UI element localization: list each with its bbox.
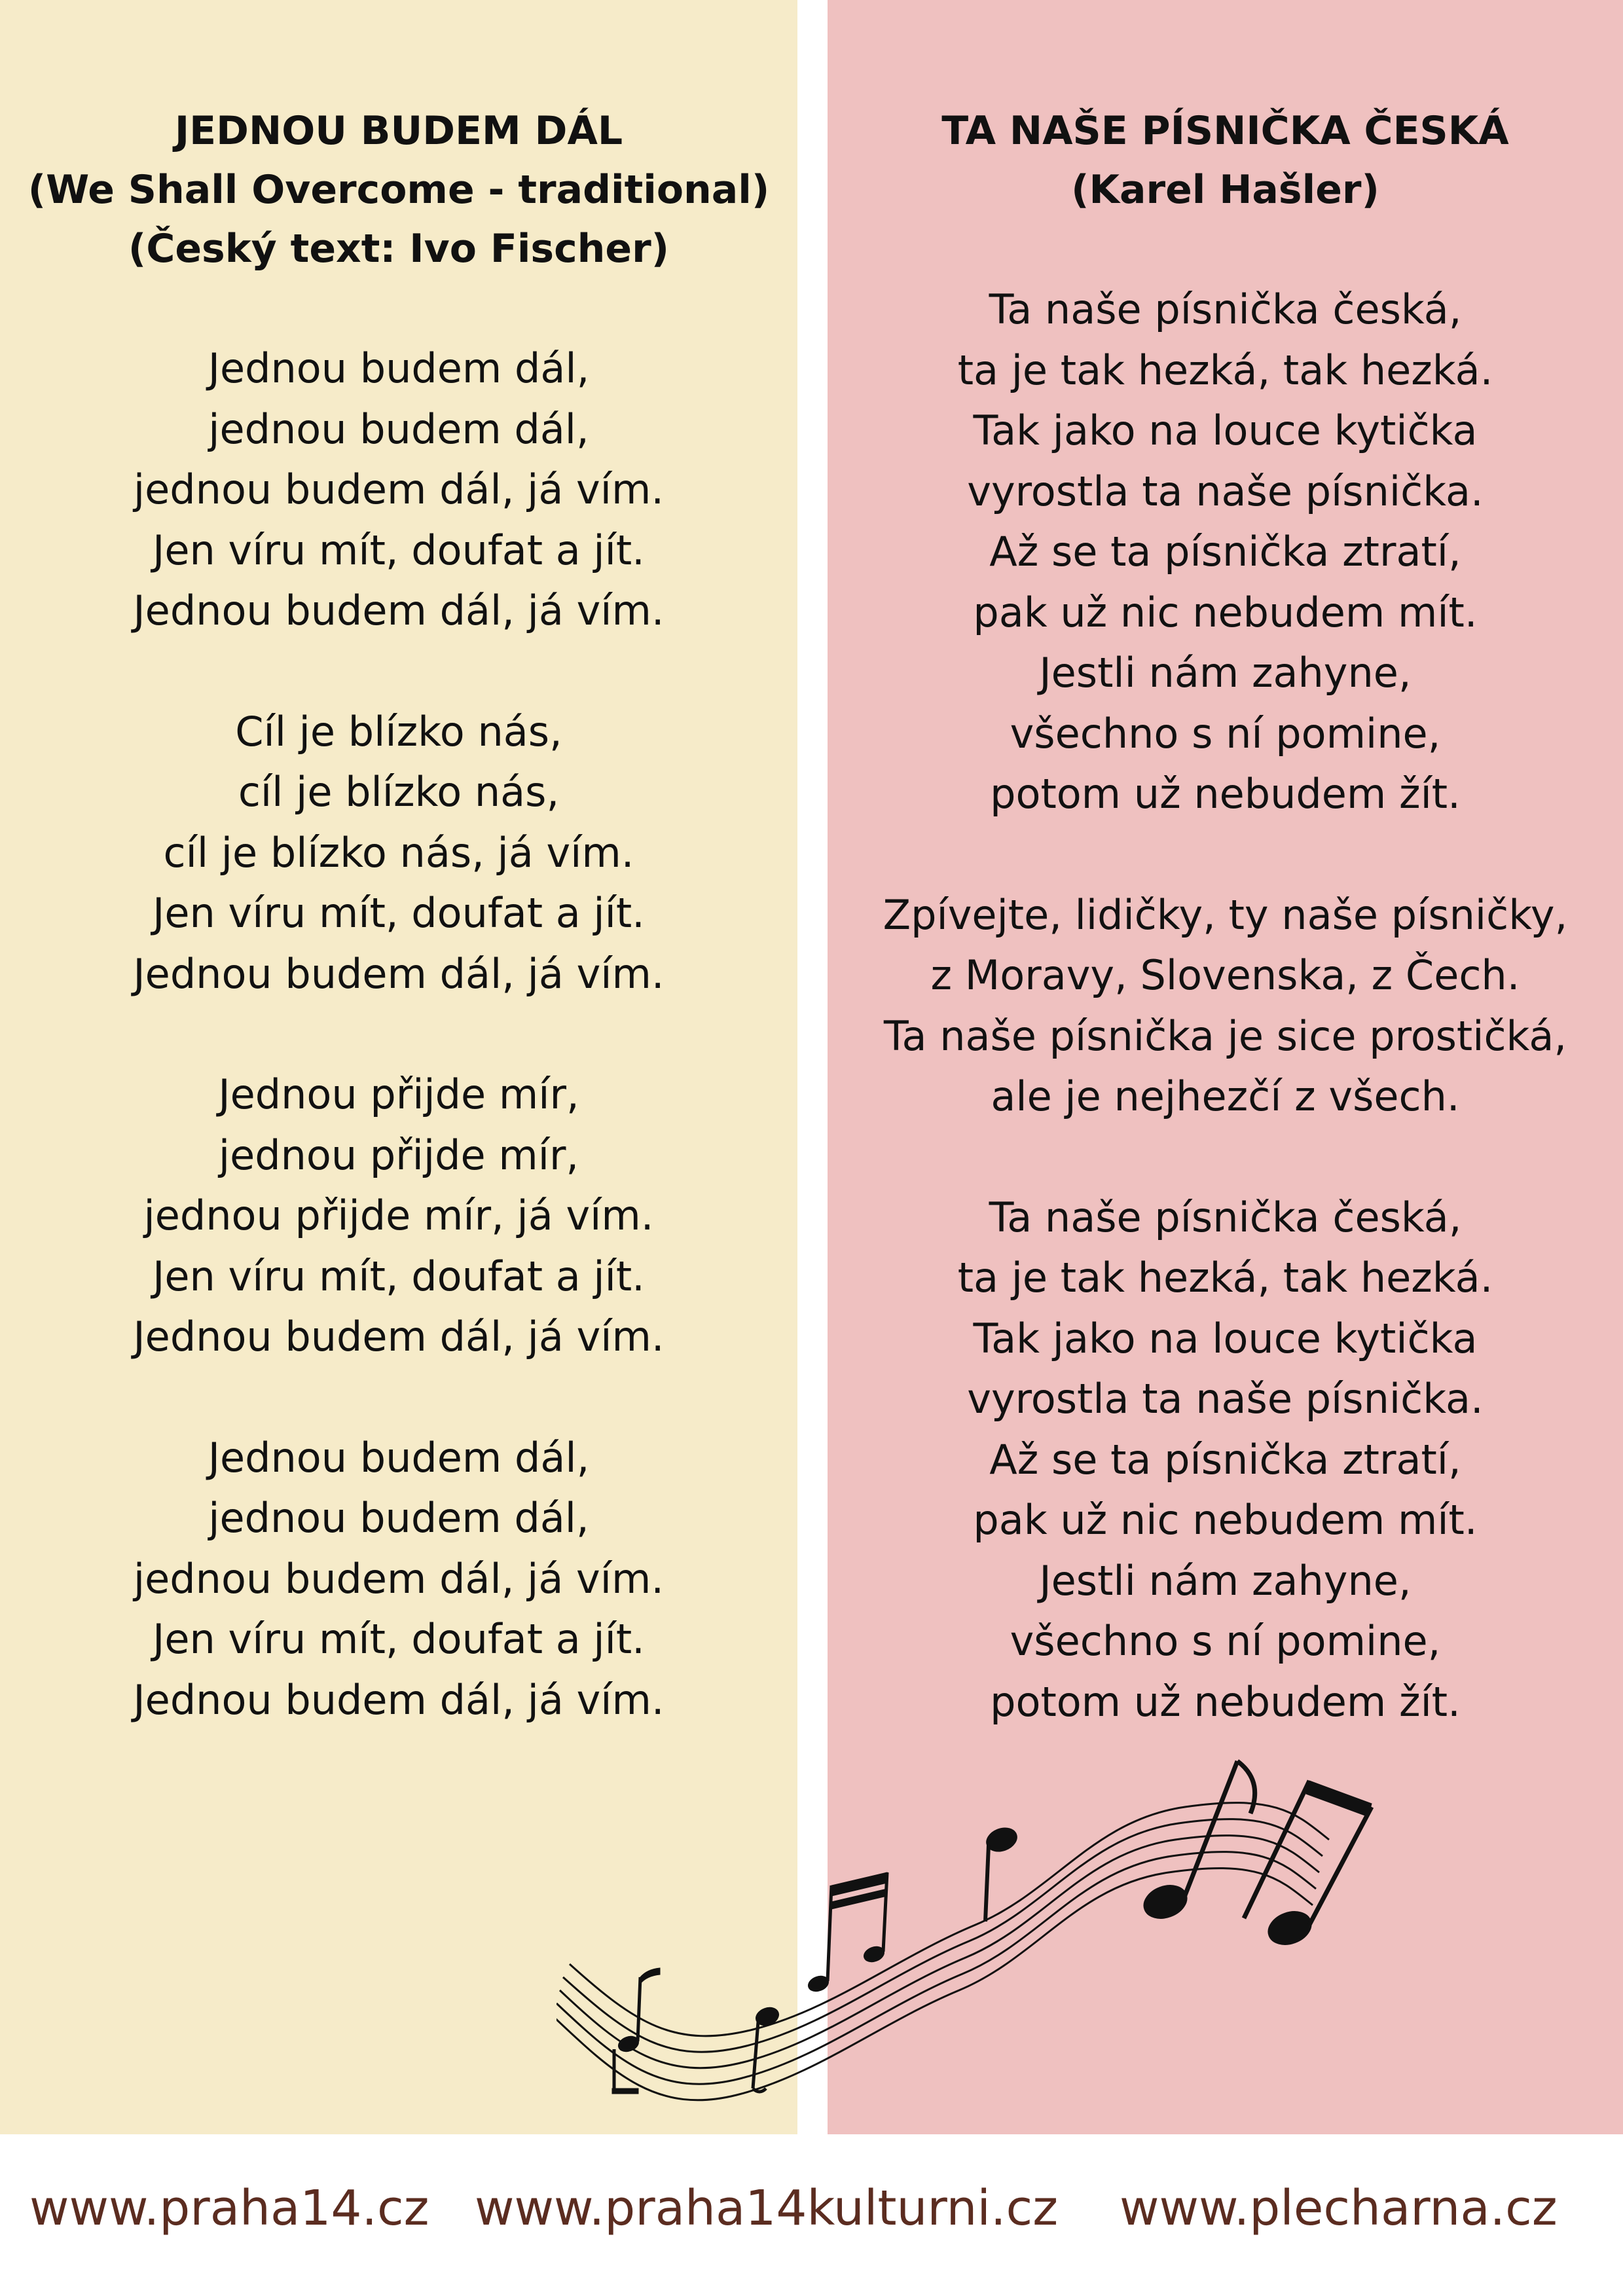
lyric-line: pak už nic nebudem mít. (973, 1496, 1478, 1544)
lyric-line: vyrostla ta naše písnička. (967, 1375, 1484, 1423)
lyric-line: všechno s ní pomine, (1010, 1617, 1441, 1665)
lyric-line: Tak jako na louce kytička (973, 407, 1478, 454)
lyric-line: Tak jako na louce kytička (973, 1314, 1478, 1362)
lyric-line: ta je tak hezká, tak hezká. (957, 346, 1493, 394)
left-title-line: (Český text: Ivo Fischer) (128, 226, 670, 272)
lyric-line: Jen víru mít, doufat a jít. (153, 526, 645, 574)
lyric-line: jednou přijde mír, (218, 1131, 579, 1179)
lyric-line: cíl je blízko nás, já vím. (163, 828, 634, 877)
lyric-line: Jednou přijde mír, (218, 1070, 579, 1118)
lyric-line: Jen víru mít, doufat a jít. (153, 889, 645, 937)
lyric-line: pak už nic nebudem mít. (973, 588, 1478, 636)
lyric-line: Jestli nám zahyne, (1039, 649, 1412, 697)
lyric-line: Jednou budem dál, já vím. (133, 949, 665, 998)
lyric-line: Ta naše písnička je sice prostičká, (883, 1011, 1567, 1060)
lyric-line: jednou přijde mír, já vím. (143, 1192, 654, 1239)
left-title-line: JEDNOU BUDEM DÁL (174, 108, 623, 154)
lyric-line: Jen víru mít, doufat a jít. (153, 1615, 645, 1663)
stanza (828, 1188, 1623, 1733)
lyric-line: Až se ta písnička ztratí, (989, 528, 1461, 575)
footer-link-praha14kulturni[interactable]: www.praha14kulturni.cz (475, 2180, 1059, 2236)
lyric-line: Jednou budem dál, (208, 344, 590, 392)
stanza (828, 280, 1623, 825)
lyric-line: Ta naše písnička česká, (989, 285, 1462, 333)
lyric-line: z Moravy, Slovenska, z Čech. (930, 951, 1520, 999)
footer-link-plecharna[interactable]: www.plecharna.cz (1120, 2180, 1558, 2236)
music-notes-icon (556, 1741, 1408, 2147)
lyric-line: potom už nebudem žít. (990, 1677, 1461, 1726)
lyric-line: jednou budem dál, já vím. (133, 465, 665, 513)
lyric-line: Jednou budem dál, já vím. (133, 1313, 665, 1360)
lyric-line: Zpívejte, lidičky, ty naše písničky, (883, 890, 1568, 939)
right-song-title (828, 0, 1623, 219)
lyric-line: ta je tak hezká, tak hezká. (957, 1254, 1493, 1302)
stanza (0, 1428, 797, 1731)
stanza (0, 1065, 797, 1368)
lyric-line: jednou budem dál, (208, 405, 589, 453)
lyric-line: vyrostla ta naše písnička. (967, 467, 1484, 515)
stanza (828, 885, 1623, 1127)
lyric-line: jednou budem dál, (208, 1494, 589, 1542)
lyric-line: Jednou budem dál, já vím. (133, 1675, 665, 1724)
lyric-line: cíl je blízko nás, (238, 768, 560, 816)
lyric-line: všechno s ní pomine, (1010, 709, 1441, 757)
left-song-lyrics (0, 338, 797, 1730)
lyric-line: ale je nejhezčí z všech. (991, 1072, 1460, 1120)
lyric-line: Jen víru mít, doufat a jít. (153, 1252, 645, 1300)
lyric-line: jednou budem dál, já vím. (133, 1554, 665, 1603)
left-song-title (0, 0, 797, 278)
lyric-line: Jednou budem dál, já vím. (133, 587, 665, 634)
lyric-line: Jednou budem dál, (208, 1433, 590, 1482)
right-title-line: TA NAŠE PÍSNIČKA ČESKÁ (941, 108, 1509, 154)
left-title-line: (We Shall Overcome - traditional) (27, 167, 770, 213)
right-title-line: (Karel Hašler) (1071, 167, 1379, 213)
stanza (0, 338, 797, 642)
lyric-line: Až se ta písnička ztratí, (989, 1435, 1461, 1484)
footer-link-praha14[interactable]: www.praha14.cz (29, 2180, 429, 2236)
lyric-line: Jestli nám zahyne, (1039, 1556, 1412, 1605)
stanza (0, 702, 797, 1005)
right-song-lyrics (828, 280, 1623, 1732)
lyric-line: Cíl je blízko nás, (235, 707, 562, 756)
lyric-line: potom už nebudem žít. (990, 770, 1461, 818)
lyric-line: Ta naše písnička česká, (989, 1193, 1462, 1241)
